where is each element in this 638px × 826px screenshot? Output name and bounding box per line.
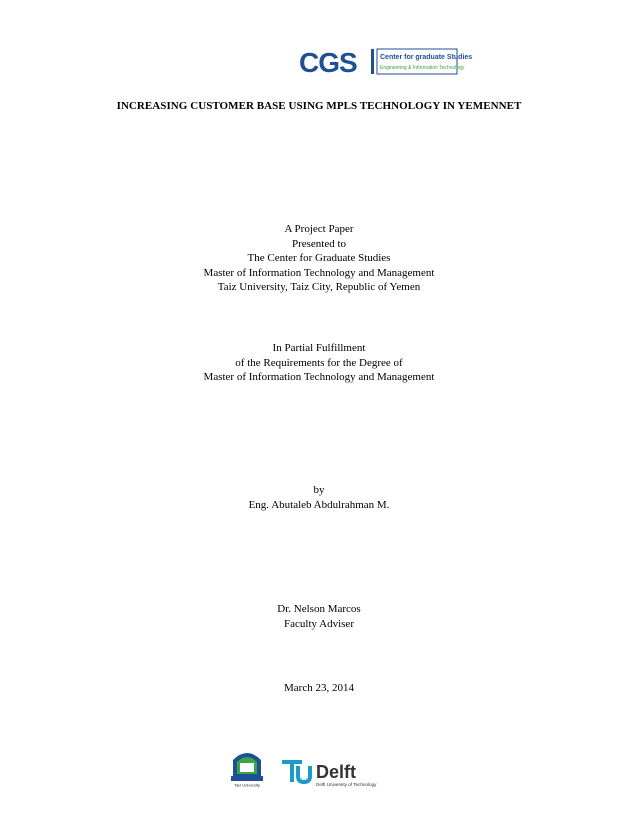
cgs-logo (297, 44, 473, 80)
tud-u-mark (296, 766, 312, 784)
fulfillment-block (0, 341, 638, 385)
adviser-role: Faculty Adviser (284, 617, 354, 630)
presentation-line: A Project Paper (284, 223, 354, 235)
presentation-line: Presented to (291, 237, 347, 250)
paper-title: INCREASING CUSTOMER BASE USING MPLS TECHNOLOGY IN YEMENNET (116, 100, 522, 112)
author-block (0, 483, 638, 512)
adviser-name: Dr. Nelson Marcos (277, 603, 361, 615)
fulfillment-line: Master of Information Technology and Management (203, 371, 435, 383)
tud-caption: Delft University of Technology (316, 782, 377, 787)
presentation-line: Taiz University, Taiz City, Republic of Yemen (217, 281, 421, 293)
cgs-logo-line2: Engineering & Information Technology (380, 65, 465, 71)
taiz-seal-ribbon (231, 776, 263, 781)
cgs-logo-divider (371, 49, 374, 74)
presentation-line: The Center for Graduate Studies (247, 252, 391, 264)
tud-wordmark: Delft (316, 762, 356, 782)
taiz-seal-caption: Taiz University (234, 782, 260, 788)
submission-date: March 23, 2014 (284, 682, 354, 694)
taiz-university-seal (229, 746, 265, 788)
date-block (0, 681, 638, 696)
adviser-block (0, 602, 638, 631)
presentation-block (0, 222, 638, 295)
fulfillment-line: of the Requirements for the Degree of (235, 356, 403, 369)
cgs-logo-line1: Center for graduate Studies (380, 54, 473, 61)
presentation-line: Master of Information Technology and Management (203, 266, 435, 279)
fulfillment-line: In Partial Fulfillment (272, 342, 366, 354)
author-by: by (313, 484, 325, 496)
taiz-seal-book (240, 763, 254, 772)
tu-delft-logo (280, 752, 390, 788)
author-name: Eng. Abutaleb Abdulrahman M. (248, 498, 390, 511)
cgs-logo-letters: CGS (299, 47, 357, 78)
